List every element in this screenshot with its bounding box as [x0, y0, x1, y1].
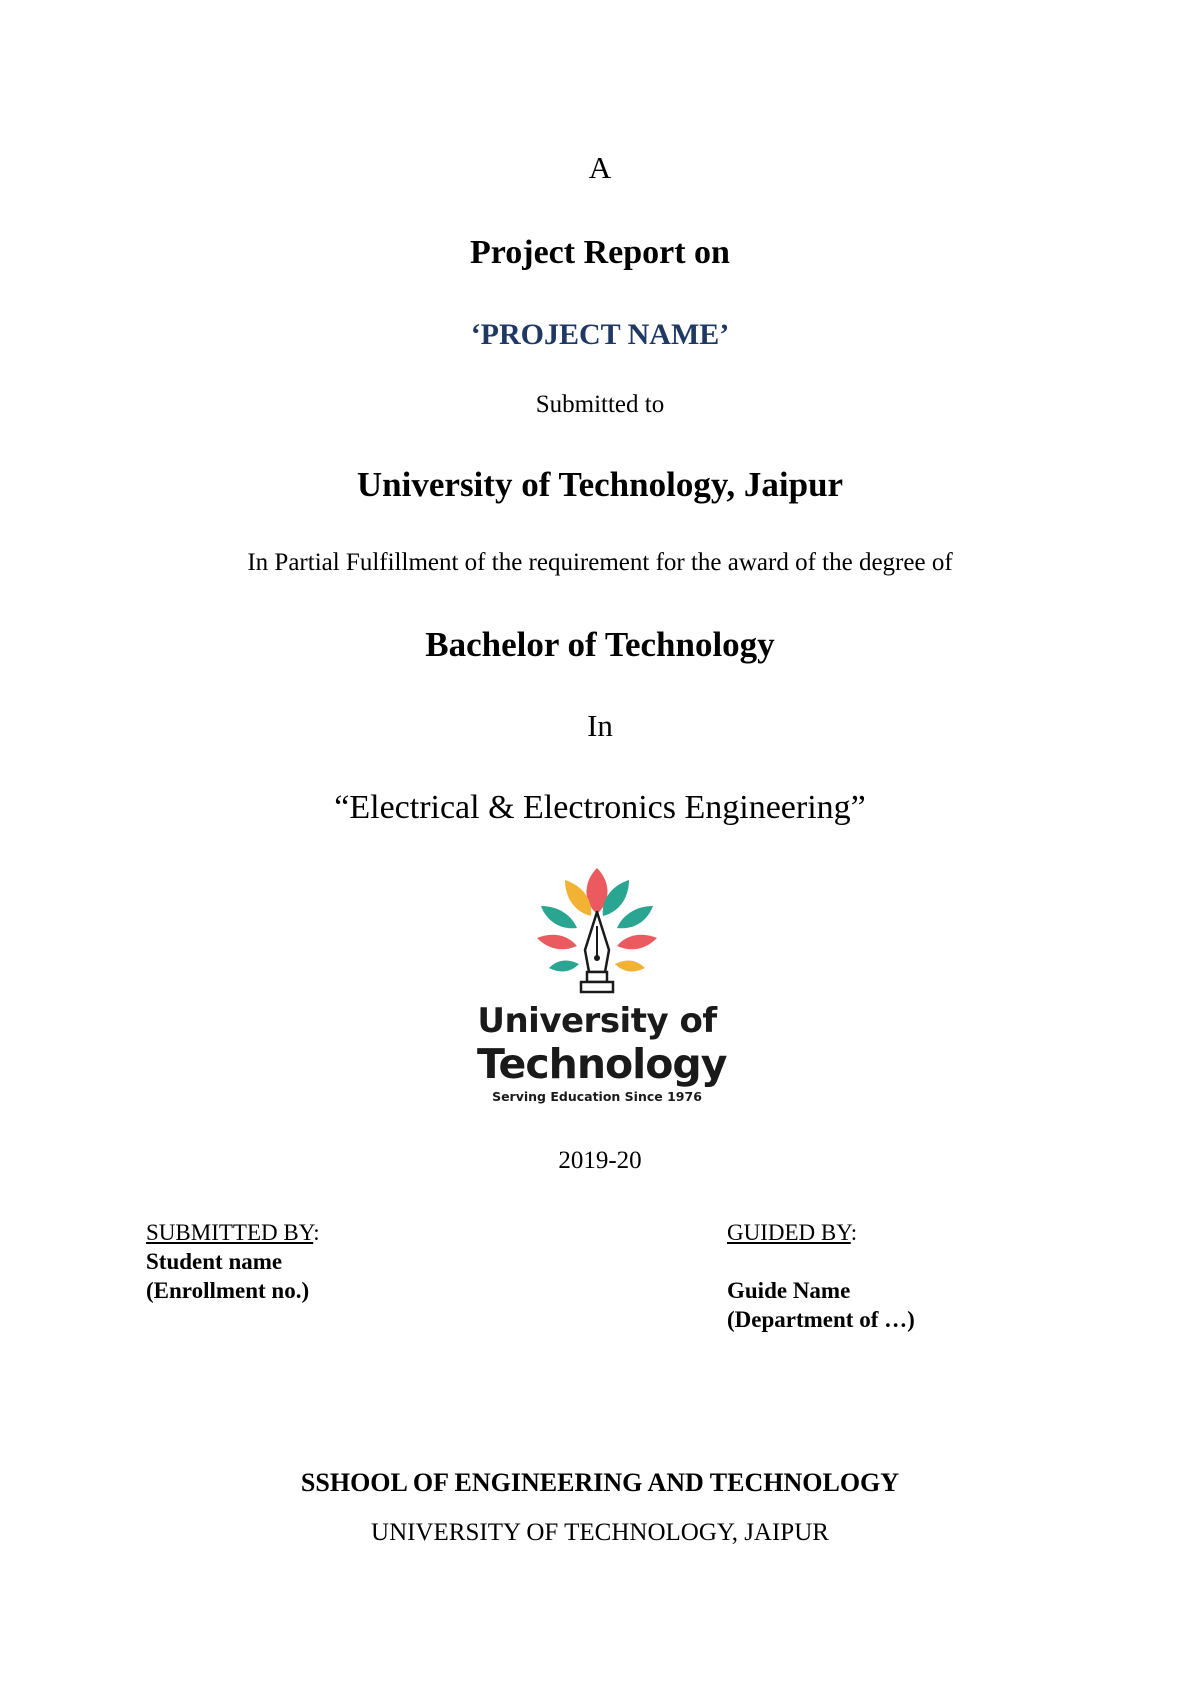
- in-text: In: [587, 708, 613, 743]
- student-name: Student name: [146, 1249, 283, 1274]
- guided-by-heading: [727, 1218, 915, 1247]
- degree-name: Bachelor of Technology: [425, 625, 775, 664]
- university-footer: UNIVERSITY OF TECHNOLOGY, JAIPUR: [371, 1519, 829, 1546]
- guide-department: (Department of …): [727, 1307, 915, 1332]
- guided-by-label: GUIDED BY: [727, 1220, 851, 1245]
- submitted-by-colon: :: [313, 1220, 320, 1245]
- article-a: A: [588, 150, 612, 185]
- submitted-by-block: [146, 1218, 320, 1305]
- branch-name: “Electrical & Electronics Engineering”: [334, 789, 866, 826]
- enrollment-number: (Enrollment no.): [146, 1278, 310, 1303]
- university-logo: [477, 868, 737, 1108]
- school-name: SSHOOL OF ENGINEERING AND TECHNOLOGY: [300, 1468, 900, 1497]
- pen-nib-tree-icon: [477, 868, 717, 1004]
- submitted-to: Submitted to: [535, 391, 665, 418]
- partial-fulfillment-text: In Partial Fulfillment of the requirement for the award of the degree of: [247, 549, 953, 576]
- report-heading: Project Report on: [470, 234, 730, 271]
- logo-tagline: Serving Education Since 1976: [492, 1089, 702, 1104]
- logo-text-line1: University of: [477, 1001, 717, 1041]
- submitted-by-label: SUBMITTED BY: [146, 1220, 314, 1245]
- guide-name: Guide Name: [727, 1278, 851, 1303]
- spacer: [727, 1247, 915, 1276]
- academic-year: 2019-20: [558, 1147, 642, 1174]
- guided-by-colon: :: [850, 1220, 858, 1245]
- project-name: ‘PROJECT NAME’: [470, 318, 730, 351]
- submitted-by-heading: [146, 1218, 320, 1247]
- guided-by-block: [727, 1218, 915, 1334]
- university-name: University of Technology, Jaipur: [356, 465, 844, 504]
- logo-text-line2: Technology: [477, 1040, 727, 1088]
